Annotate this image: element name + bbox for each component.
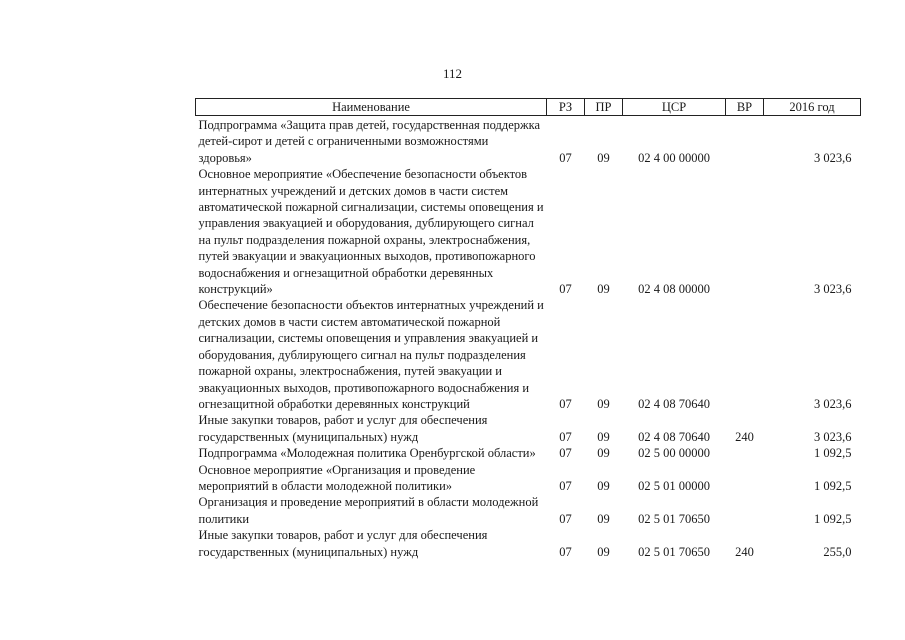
budget-table xyxy=(195,98,861,560)
row-csr: 02 4 08 70640 xyxy=(638,396,710,411)
page-number: 112 xyxy=(442,66,463,81)
table-body xyxy=(196,116,861,560)
row-name: Обеспечение безопасности объектов интернатных учреждений и детских домов в части систем автоматической пожарной сигнализации, системы оповещения и управления эвакуацией и оборудования, дублирующего сигнал на пульт подразделения пожарной охраны, электроснабжения, путей эвакуации и эвакуационных выходов, противопожарного водоснабжения и огнезащитной обработки деревянных конструкций xyxy=(198,298,544,411)
row-amount: 3 023,6 xyxy=(814,396,852,411)
row-name: Организация и проведение мероприятий в области молодежной политики xyxy=(198,495,539,526)
row-csr: 02 4 08 00000 xyxy=(638,282,710,297)
table-header-row xyxy=(196,99,861,116)
row-pr: 09 xyxy=(597,446,610,461)
row-pr: 09 xyxy=(597,396,610,411)
row-amount: 3 023,6 xyxy=(814,429,852,444)
table-row xyxy=(196,527,861,560)
row-amount: 255,0 xyxy=(823,544,852,559)
row-vr xyxy=(726,445,764,461)
row-vr xyxy=(726,116,764,167)
row-rz: 07 xyxy=(559,478,572,493)
row-csr: 02 5 01 00000 xyxy=(638,478,710,493)
table-row xyxy=(196,445,861,461)
header-csr: ЦСР xyxy=(623,99,726,116)
row-name: Основное мероприятие «Организация и проведение мероприятий в области молодежной политики» xyxy=(198,462,476,493)
header-vr: ВР xyxy=(726,99,764,116)
header-rz: РЗ xyxy=(547,99,585,116)
row-rz: 07 xyxy=(559,446,572,461)
row-vr xyxy=(726,494,764,527)
row-vr xyxy=(726,166,764,297)
header-pr: ПР xyxy=(585,99,623,116)
table-row xyxy=(196,412,861,445)
row-name: Подпрограмма «Молодежная политика Оренбургской области» xyxy=(198,446,536,461)
row-csr: 02 5 01 70650 xyxy=(638,544,710,559)
table-header xyxy=(196,99,861,116)
row-amount: 1 092,5 xyxy=(814,478,852,493)
row-rz: 07 xyxy=(559,396,572,411)
row-amount: 3 023,6 xyxy=(814,150,852,165)
row-name: Подпрограмма «Защита прав детей, государственная поддержка детей-сирот и детей с ограниченными возможностями здоровья» xyxy=(198,118,541,165)
row-pr: 09 xyxy=(597,150,610,165)
row-name: Иные закупки товаров, работ и услуг для обеспечения государственных (муниципальных) нужд xyxy=(198,528,488,559)
row-amount: 1 092,5 xyxy=(814,511,852,526)
row-rz: 07 xyxy=(559,429,572,444)
table-row xyxy=(196,494,861,527)
table-row xyxy=(196,297,861,412)
header-name: Наименование xyxy=(196,99,547,116)
row-pr: 09 xyxy=(597,282,610,297)
row-vr xyxy=(726,297,764,412)
row-pr: 09 xyxy=(597,544,610,559)
row-vr: 240 xyxy=(735,544,754,559)
table-row xyxy=(196,462,861,495)
row-csr: 02 4 00 00000 xyxy=(638,150,710,165)
row-rz: 07 xyxy=(559,544,572,559)
row-name: Основное мероприятие «Обеспечение безопасности объектов интернатных учреждений и детских домов в части систем автоматической пожарной сигнализации, системы оповещения и управления эвакуацией и оборудования, дублирующего сигнал на пульт подразделения пожарной охраны, электроснабжения, путей эвакуации и эвакуационных выходов, противопожарного водоснабжения и огнезащитной обработки деревянных конструкций» xyxy=(198,167,544,297)
row-pr: 09 xyxy=(597,478,610,493)
row-vr: 240 xyxy=(735,429,754,444)
row-rz: 07 xyxy=(559,511,572,526)
row-name: Иные закупки товаров, работ и услуг для обеспечения государственных (муниципальных) нужд xyxy=(198,413,488,444)
row-pr: 09 xyxy=(597,511,610,526)
row-rz: 07 xyxy=(559,282,572,297)
row-csr: 02 5 01 70650 xyxy=(638,511,710,526)
row-pr: 09 xyxy=(597,429,610,444)
table-row xyxy=(196,166,861,297)
header-year: 2016 год xyxy=(764,99,861,116)
table-row xyxy=(196,116,861,167)
row-rz: 07 xyxy=(559,150,572,165)
row-csr: 02 5 00 00000 xyxy=(638,446,710,461)
row-amount: 1 092,5 xyxy=(814,446,852,461)
row-amount: 3 023,6 xyxy=(814,282,852,297)
row-vr xyxy=(726,462,764,495)
row-csr: 02 4 08 70640 xyxy=(638,429,710,444)
